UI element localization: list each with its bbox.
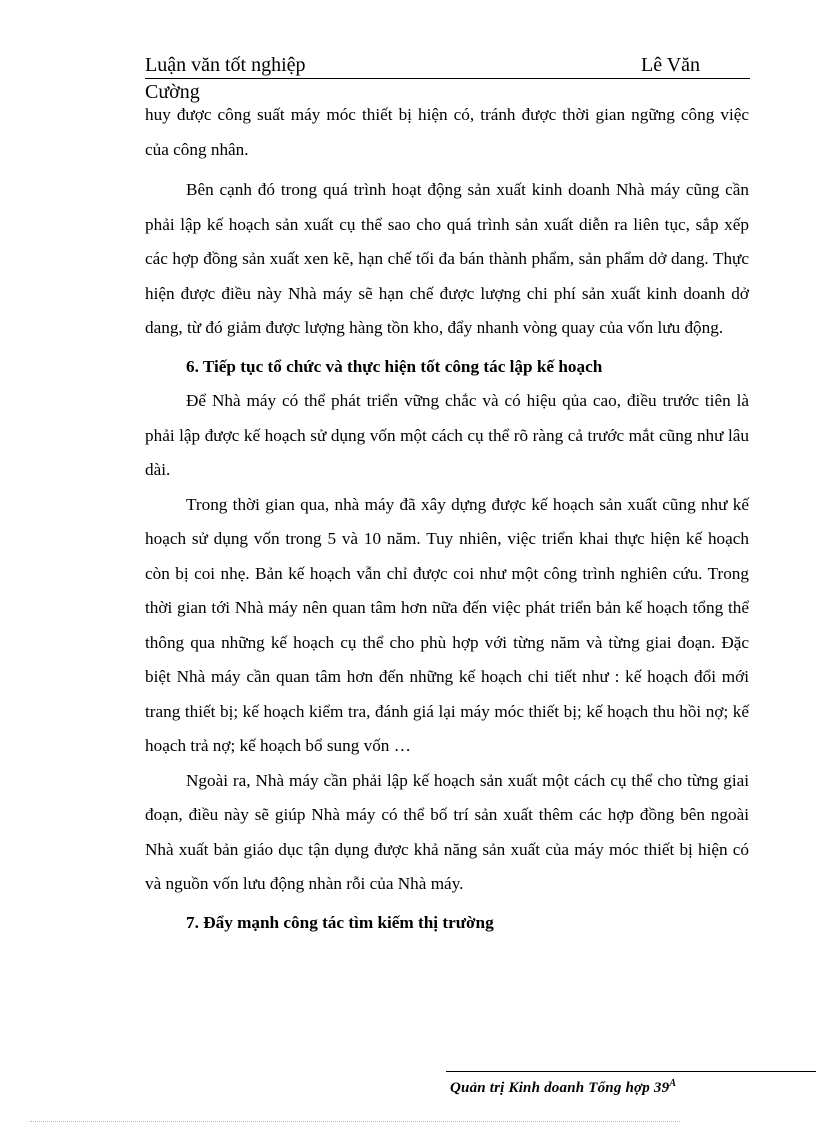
footer-text: Quản trị Kinh doanh Tổng hợp 39	[450, 1080, 670, 1096]
page-bottom-rule	[30, 1121, 680, 1122]
header-author-name-continued: Cường	[145, 81, 200, 103]
page-footer	[450, 1073, 676, 1099]
page-header	[145, 52, 750, 79]
paragraph-4: Trong thời gian qua, nhà máy đã xây dựng được kế hoạch sản xuất cũng như kế hoạch sử dụng vốn trong 5 và 10 năm. Tuy nhiên, việc triển khai thực hiện kế hoạch còn bị coi nhẹ. Bản kế hoạch vẫn chỉ được coi như một công trình nghiên cứu. Trong thời gian tới Nhà máy nên quan tâm hơn nữa đến việc phát triển bản kế hoạch tổng thể thông qua những kế hoạch cụ thể cho phù hợp với từng năm và từng giai đoạn. Đặc biệt Nhà máy cần quan tâm hơn đến những kế hoạch chi tiết như : kế hoạch đổi mới trang thiết bị; kế hoạch kiểm tra, đánh giá lại máy móc thiết bị; kế hoạch thu hồi nợ; kế hoạch trả nợ; kế hoạch bổ sung vốn …	[145, 494, 749, 755]
header-thesis-title: Luận văn tốt nghiệp	[145, 54, 306, 76]
paragraph-1: huy được công suất máy móc thiết bị hiện có, tránh được thời gian ngững công việc của công nhân.	[145, 105, 749, 159]
paragraph-2: Bên cạnh đó trong quá trình hoạt động sản xuất kinh doanh Nhà máy cũng cần phải lập kế hoạch sản xuất cụ thể sao cho quá trình sản xuất diễn ra liên tục, sắp xếp các hợp đồng sản xuất xen kẽ, hạn chế tối đa bán thành phẩm, sản phẩm dở dang. Thực hiện được điều này Nhà máy sẽ hạn chế được lượng chi phí sản xuất kinh doanh dở dang, từ đó giảm được lượng hàng tồn kho, đẩy nhanh vòng quay của vốn lưu động.	[145, 180, 749, 337]
section-heading-7: 7. Đẩy mạnh công tác tìm kiếm thị trường	[186, 912, 494, 932]
footer-rule	[446, 1071, 816, 1072]
section-heading-6: 6. Tiếp tục tổ chức và thực hiện tốt công tác lập kế hoạch	[186, 356, 603, 376]
paragraph-3: Để Nhà máy có thể phát triển vững chắc và có hiệu qủa cao, điều trước tiên là phải lập được kế hoạch sử dụng vốn một cách cụ thể rõ ràng cả trước mắt cũng như lâu dài.	[145, 391, 749, 479]
paragraph-5: Ngoài ra, Nhà máy cần phải lập kế hoạch sản xuất một cách cụ thể cho từng giai đoạn, điều này sẽ giúp Nhà máy có thể bố trí sản xuất thêm các hợp đồng bên ngoài Nhà xuất bản giáo dục tận dụng được khả năng sản xuất của máy móc thiết bị hiện có và nguồn vốn lưu động nhàn rỗi của Nhà máy.	[145, 770, 749, 893]
footer-class-suffix: A	[669, 1078, 677, 1089]
header-author-name: Lê Văn	[641, 54, 701, 76]
document-body	[145, 98, 749, 940]
